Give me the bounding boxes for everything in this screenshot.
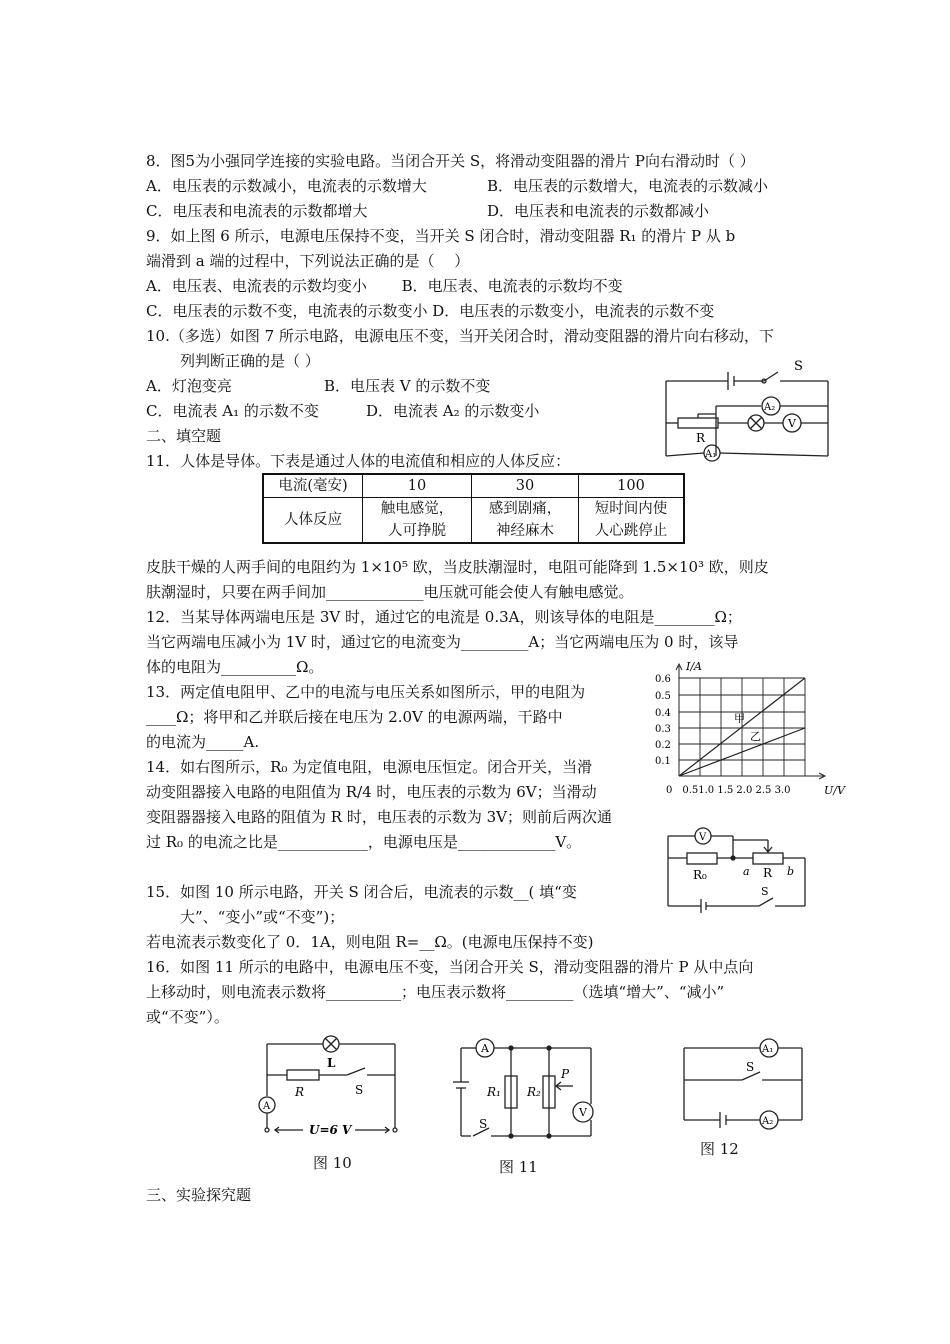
graph-ytick: 0.4: [655, 708, 671, 719]
q15-line-2: 大”、“变小”或“不变”)；: [180, 908, 345, 926]
q14-line-4: 过 R₀ 的电流之比是____________，电源电压是_____________V。: [146, 833, 582, 851]
fig14-label-a: a: [743, 865, 750, 878]
q15-line-1: 15．如图 10 所示电路，开关 S 闭合后，电流表的示数__( 填“变: [146, 883, 577, 901]
q14-line-2: 动变阻器接入电路的电阻值为 R/4 时，电压表的示数为 6V；当滑动: [146, 783, 597, 801]
table-cell: 短时间内使 人心跳停止: [579, 498, 685, 544]
figure-12-caption: 图 12: [700, 1140, 739, 1158]
q11-text-2: 肤潮湿时，只要在两手间加_____________电压就可能会使人有触电感觉。: [146, 583, 634, 601]
ammeter-icon: A: [263, 1101, 271, 1112]
ammeter-icon: A: [481, 1042, 489, 1055]
table-header-10: 10: [363, 474, 472, 498]
q14-circuit: [663, 822, 811, 914]
figure-11-circuit: [453, 1032, 603, 1142]
q12-line-2: 当它两端电压减小为 1V 时，通过它的电流变为_________A；当它两端电压为 0 时，该导: [146, 633, 739, 651]
fig7-label-s: S: [794, 359, 803, 374]
ammeter-a2-icon: A₂: [762, 1116, 774, 1127]
q9-options-ab: A．电压表、电流表的示数均变小 B．电压表、电流表的示数均不变: [146, 277, 623, 295]
fig10-label-l: L: [327, 1056, 336, 1070]
fig14-label-r: R: [763, 866, 773, 880]
q12-line-1: 12．当某导体两端电压是 3V 时，通过它的电流是 0.3A，则该导体的电阻是________Ω；: [146, 608, 742, 626]
graph-ytick: 0.1: [655, 756, 671, 767]
q9-stem-1: 9．如上图 6 所示，电源电压保持不变，当开关 S 闭合时，滑动变阻器 R₁ 的滑片 P 从 b: [146, 227, 736, 245]
figure-10-caption: 图 10: [313, 1154, 352, 1172]
graph-ytick: 0.6: [655, 674, 671, 685]
fig10-label-s: S: [355, 1083, 364, 1097]
q13-line-3: 的电流为_____A.: [146, 733, 260, 751]
fig14-label-s: S: [761, 885, 769, 898]
ammeter-a1-icon: A₁: [705, 449, 717, 460]
q10-stem-2: 列判断正确的是（ ）: [180, 352, 320, 370]
q14-line-3: 变阻器器接入电路的阻值为 R 时，电压表的示数为 3V；则前后两次通: [146, 808, 612, 826]
fig14-label-b: b: [787, 865, 795, 878]
ammeter-a1-icon: A₁: [762, 1044, 774, 1055]
table-header-current: 电流(毫安): [263, 474, 363, 498]
section-3-heading: 三、实验探究题: [146, 1186, 252, 1204]
q8-option-a: A．电压表的示数减小，电流表的示数增大: [146, 177, 427, 195]
fig10-label-r: R: [295, 1085, 305, 1099]
figure-11-caption: 图 11: [499, 1158, 538, 1176]
table-row: [263, 474, 684, 498]
q8-option-b: B．电压表的示数增大，电流表的示数减小: [487, 177, 769, 195]
table-cell: 触电感觉， 人可挣脱: [363, 498, 472, 544]
graph-ytick: 0.2: [655, 740, 671, 751]
q10-option-d: D．电流表 A₂ 的示数变小: [366, 402, 540, 420]
q10-option-b: B．电压表 V 的示数不变: [324, 377, 491, 395]
graph-ylabel: I/A: [686, 660, 702, 673]
table-header-100: 100: [579, 474, 685, 498]
q14-line-1: 14．如右图所示，R₀ 为定值电阻，电源电压恒定。闭合开关，当滑: [146, 758, 593, 776]
ammeter-a2-icon: A₂: [764, 402, 776, 413]
graph-ytick: 0.3: [655, 724, 671, 735]
q9-options-cd: C．电压表的示数不变，电流表的示数变小 D．电压表的示数变小，电流表的示数不变: [146, 302, 715, 320]
figure-7-circuit: [656, 356, 836, 466]
voltmeter-icon: V: [788, 417, 796, 430]
fig11-label-r1: R₁: [487, 1085, 501, 1099]
q15-line-3: 若电流表示数变化了 0．1A，则电阻 R=__Ω。(电源电压保持不变): [146, 933, 594, 951]
q13-line-1: 13．两定值电阻甲、乙中的电流与电压关系如图所示，甲的电阻为: [146, 683, 586, 701]
q10-option-c: C．电流表 A₁ 的示数不变: [146, 402, 319, 420]
graph-xticks: 0 0.51.0 1.5 2.0 2.5 3.0: [666, 785, 791, 796]
graph-series-yi: 乙: [750, 730, 761, 743]
voltmeter-icon: V: [699, 832, 707, 843]
q8-stem: 8．图5为小强同学连接的实验电路。当闭合开关 S，将滑动变阻器的滑片 P向右滑动时（ ）: [146, 152, 755, 170]
iu-graph: [652, 658, 852, 800]
fig11-label-s: S: [479, 1117, 488, 1131]
figure-12-circuit: [670, 1032, 820, 1132]
graph-series-jia: 甲: [734, 712, 745, 725]
fig7-label-r: R: [696, 431, 706, 445]
q13-line-2: ____Ω；将甲和乙并联后接在电压为 2.0V 的电源两端，干路中: [146, 708, 563, 726]
q16-line-1: 16．如图 11 所示的电路中，电源电压不变，当闭合开关 S，滑动变阻器的滑片 P 从中点向: [146, 958, 754, 976]
table-header-30: 30: [472, 474, 579, 498]
q11-text-1: 皮肤干燥的人两手间的电阻约为 1×10⁵ 欧，当皮肤潮湿时，电阻可能降到 1.5×10³ 欧，则皮: [146, 558, 769, 576]
fig11-label-p: P: [561, 1067, 570, 1081]
graph-xlabel: U/V: [824, 784, 845, 797]
table-cell: 感到剧痛， 神经麻木: [472, 498, 579, 544]
q8-option-c: C．电压表和电流表的示数都增大: [146, 202, 368, 220]
q16-line-3: 或“不变”）。: [146, 1008, 229, 1026]
fig12-label-s: S: [746, 1060, 755, 1074]
figure-10-circuit: [255, 1030, 405, 1140]
q11-stem: 11．人体是导体。下表是通过人体的电流值和相应的人体反应：: [146, 452, 571, 470]
q10-stem-1: 10.（多选）如图 7 所示电路，电源电压不变，当开关闭合时，滑动变阻器的滑片向右移动，下: [146, 327, 774, 345]
table-row: [263, 498, 684, 544]
body-current-table: [262, 473, 685, 544]
section-2-heading: 二、填空题: [146, 427, 222, 445]
q8-option-d: D．电压表和电流表的示数都减小: [487, 202, 710, 220]
voltmeter-icon: V: [579, 1106, 587, 1119]
q12-line-3: 体的电阻为__________Ω。: [146, 658, 324, 676]
q9-stem-2: 端滑到 a 端的过程中，下列说法正确的是（ ）: [146, 252, 470, 270]
graph-ytick: 0.5: [655, 691, 671, 702]
fig11-label-r2: R₂: [527, 1085, 541, 1099]
fig14-label-r0: R₀: [693, 868, 707, 882]
q10-option-a: A．灯泡变亮: [146, 377, 232, 395]
fig10-label-u: U=6 V: [309, 1123, 352, 1137]
table-row-label: 人体反应: [263, 498, 363, 544]
q16-line-2: 上移动时，则电流表示数将__________；电压表示数将_________（选填“增大”、“减小”: [146, 983, 725, 1001]
